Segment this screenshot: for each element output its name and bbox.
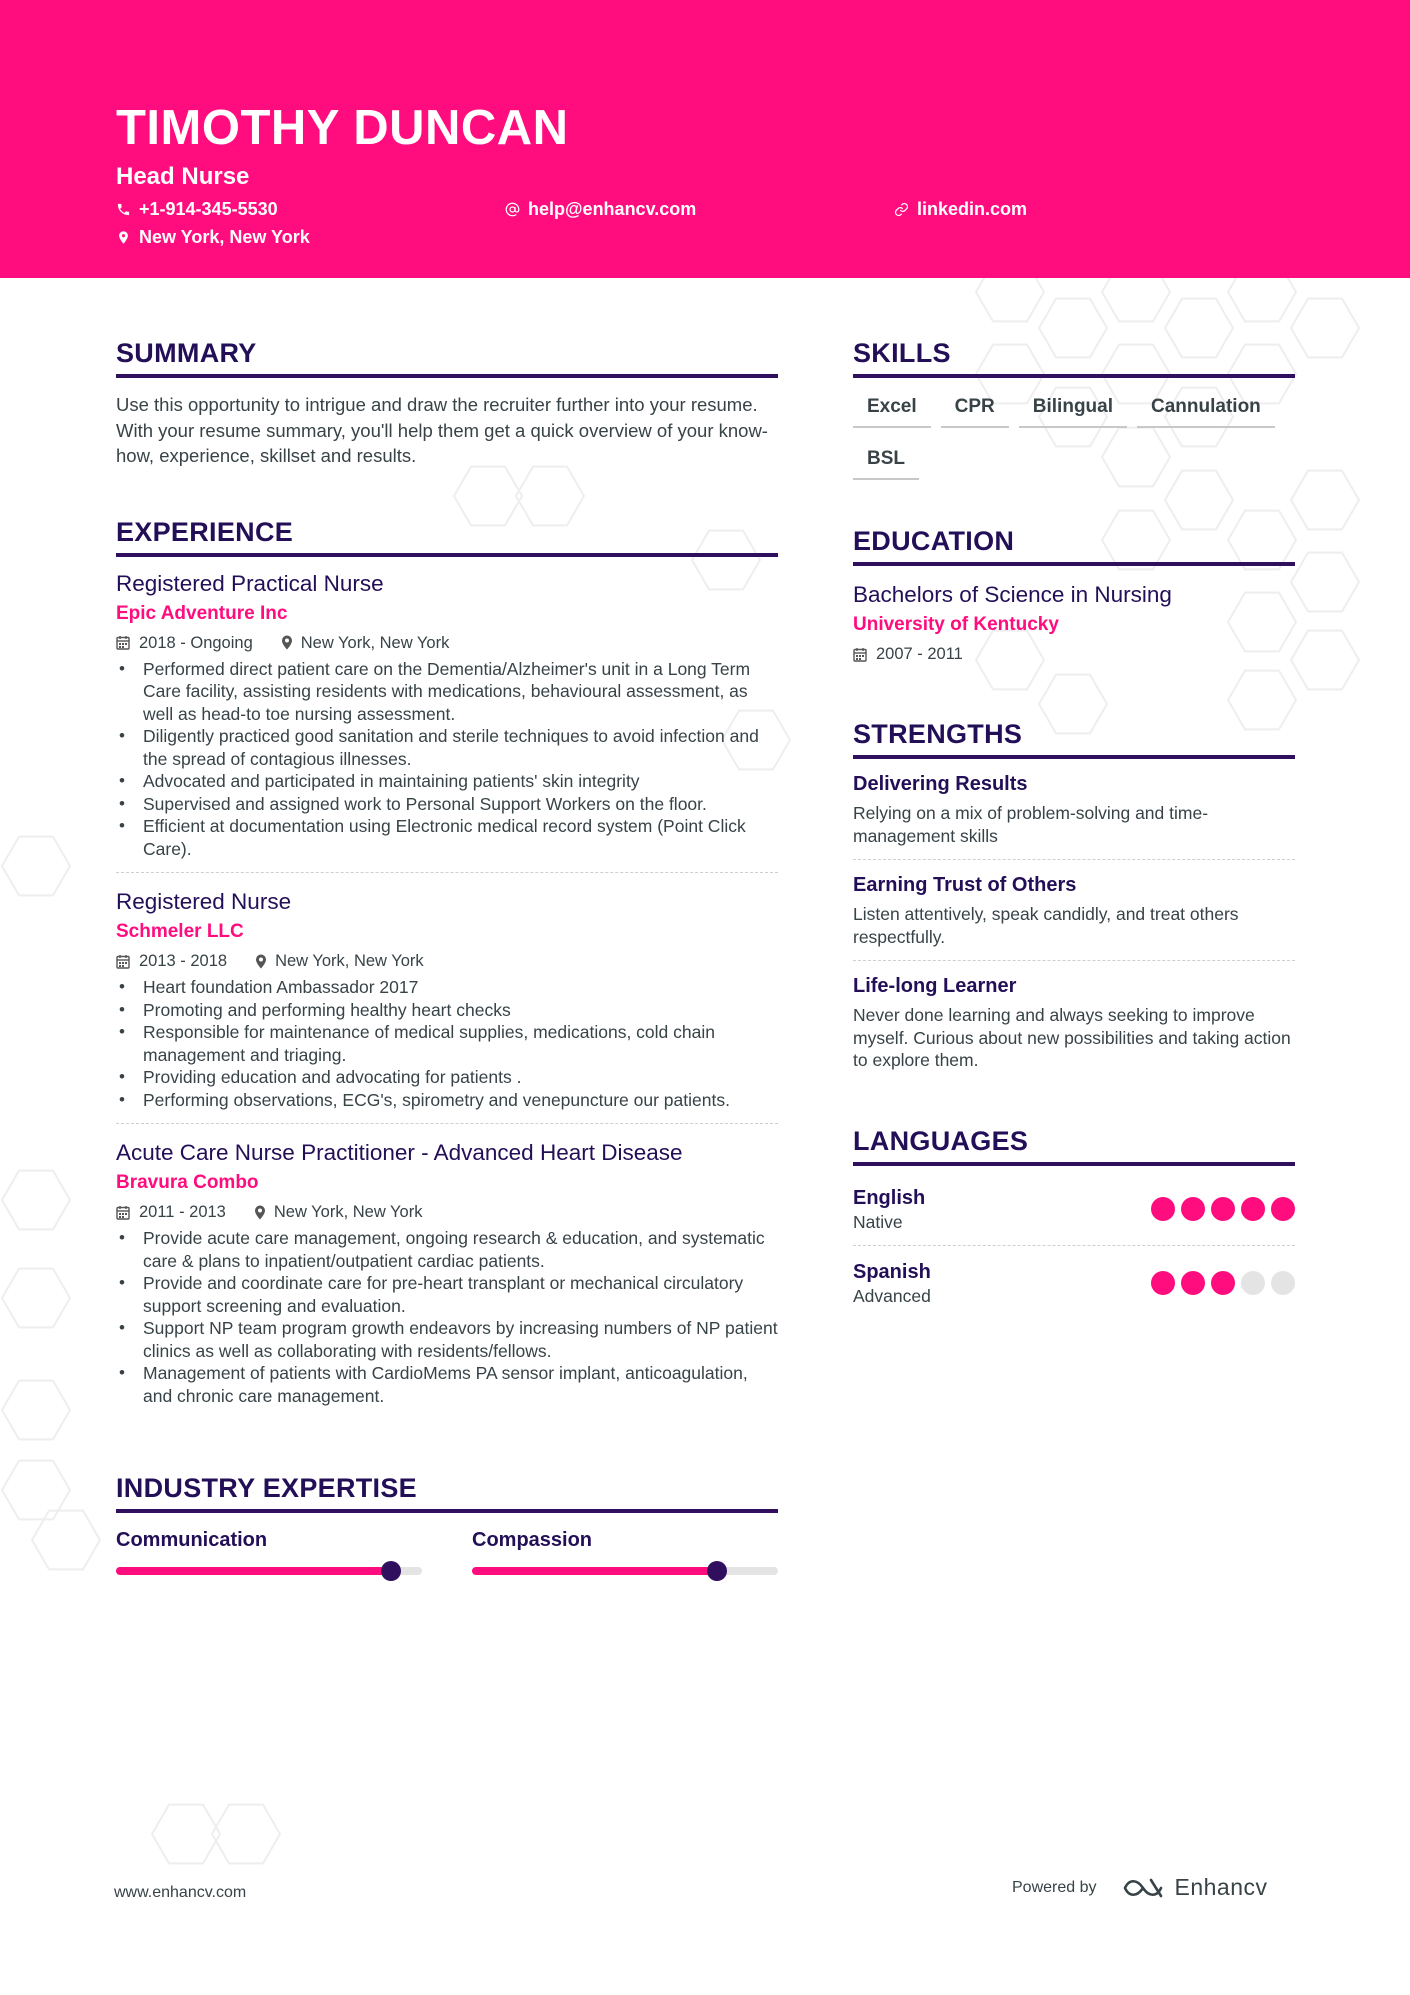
expertise-level-bar	[116, 1567, 422, 1575]
language-item	[853, 1172, 1295, 1245]
background-hexagon	[2, 1269, 70, 1328]
background-hexagon	[1291, 471, 1359, 530]
calendar-icon	[853, 647, 867, 662]
skill-tag: CPR	[941, 390, 1009, 428]
job-title: Registered Practical Nurse	[116, 570, 384, 596]
job-dates: 2018 - Ongoing	[139, 633, 253, 652]
language-proficiency-dots	[1145, 1197, 1295, 1221]
experience-item	[116, 872, 778, 1123]
education-dates-text: 2007 - 2011	[876, 645, 963, 663]
experience-bullet: • Heart foundation Ambassador 2017	[116, 976, 778, 999]
background-hexagon	[1291, 299, 1359, 358]
location-pin-icon	[255, 954, 267, 969]
company-name: Epic Adventure Inc	[116, 602, 288, 624]
summary-section	[116, 336, 778, 469]
email-contact[interactable]	[505, 197, 696, 221]
summary-text: Use this opportunity to intrigue and draw the recruiter further into your resume. With your resume summary, you'll help them get a quick overview of your know-how, experience, skillset and results.	[116, 394, 768, 466]
job-title: Registered Nurse	[116, 889, 292, 914]
powered-by-label: Powered by	[1012, 1878, 1097, 1896]
location-pin-icon	[254, 1205, 266, 1220]
experience-bullet: • Provide acute care management, ongoing research & education, and systematic care & plans to inpatient/outpatient cardiac patients.	[116, 1227, 778, 1272]
strengths-section	[853, 717, 1295, 1084]
job-location	[255, 950, 424, 972]
expertise-level-bar	[472, 1567, 778, 1575]
experience-list	[116, 569, 778, 1420]
background-hexagon	[1291, 631, 1359, 690]
education-heading: EDUCATION	[853, 524, 1295, 566]
background-hexagon	[1291, 553, 1359, 612]
experience-bullet: • Efficient at documentation using Electronic medical record system (Point Click Care).	[116, 815, 778, 860]
education-dates	[853, 643, 1295, 665]
language-info	[853, 1260, 931, 1307]
job-meta	[116, 1201, 778, 1223]
experience-heading: EXPERIENCE	[116, 515, 778, 557]
job-location	[254, 1201, 423, 1223]
proficiency-dot	[1271, 1271, 1295, 1295]
background-hexagon	[2, 837, 70, 896]
job-meta	[116, 950, 778, 972]
company-name: Bravura Combo	[116, 1172, 259, 1193]
experience-bullet: • Management of patients with CardioMems PA sensor implant, anticoagulation, and chronic care management.	[116, 1362, 778, 1407]
background-hexagon	[32, 1511, 100, 1570]
job-location-text: New York, New York	[300, 633, 450, 652]
location-pin-icon	[281, 635, 293, 650]
language-info	[853, 1186, 925, 1233]
education-school: University of Kentucky	[853, 614, 1059, 635]
resume-header	[0, 0, 1410, 278]
proficiency-dot	[1211, 1197, 1235, 1221]
education-section	[853, 524, 1295, 665]
industry-expertise-list	[116, 1527, 778, 1575]
experience-bullet: • Support NP team program growth endeavors by increasing numbers of NP patient clinics as well as collaborating with residents/fellows.	[116, 1317, 778, 1362]
proficiency-dot	[1211, 1271, 1235, 1295]
location-pin-icon	[116, 230, 131, 245]
experience-bullet: • Responsible for maintenance of medical supplies, medications, cold chain management and triaging.	[116, 1021, 778, 1066]
left-column	[116, 336, 778, 1575]
language-name: Spanish	[853, 1260, 931, 1283]
languages-list	[853, 1172, 1295, 1319]
job-location-text: New York, New York	[275, 952, 424, 970]
background-hexagon	[152, 1805, 220, 1864]
experience-bullets	[116, 658, 778, 861]
candidate-name: TIMOTHY DUNCAN	[116, 101, 569, 155]
experience-bullet: • Performing observations, ECG's, spirometry and venepuncture our patients.	[116, 1089, 778, 1112]
strength-title: Life-long Learner	[853, 975, 1017, 997]
industry-expertise-label: Communication	[116, 1529, 268, 1551]
background-hexagon	[2, 1461, 70, 1520]
right-column	[853, 336, 1295, 1319]
strength-title: Delivering Results	[853, 773, 1028, 795]
location-text: New York, New York	[139, 227, 310, 247]
industry-expertise-section	[116, 1471, 778, 1575]
phone-text: +1-914-345-5530	[139, 199, 278, 219]
language-level: Native	[853, 1211, 903, 1232]
experience-bullet: • Performed direct patient care on the Dementia/Alzheimer's unit in a Long Term Care facility, assisting residents with medications, behavioural assessment, as well as head-to toe nursing assessment.	[116, 658, 778, 726]
summary-heading: SUMMARY	[116, 336, 778, 378]
footer-website[interactable]: www.enhancv.com	[114, 1884, 247, 1901]
expertise-level-fill	[472, 1567, 717, 1575]
experience-bullet: • Supervised and assigned work to Personal Support Workers on the floor.	[116, 793, 778, 816]
experience-bullet: • Providing education and advocating for patients .	[116, 1066, 778, 1089]
calendar-icon	[116, 954, 130, 969]
job-location-text: New York, New York	[273, 1203, 423, 1221]
job-title: Acute Care Nurse Practitioner - Advanced Heart Disease	[116, 1140, 683, 1165]
strength-description: Never done learning and always seeking to improve myself. Curious about new possibilities and taking action to explore them.	[853, 1005, 1291, 1070]
job-meta	[116, 632, 778, 654]
strengths-heading: STRENGTHS	[853, 717, 1295, 759]
company-name: Schmeler LLC	[116, 921, 244, 942]
email-text: help@enhancv.com	[528, 199, 697, 219]
phone-contact[interactable]	[116, 197, 278, 221]
at-icon	[505, 202, 520, 217]
job-dates: 2013 - 2018	[139, 952, 228, 970]
job-location	[281, 632, 450, 654]
industry-expertise-heading: INDUSTRY EXPERTISE	[116, 1471, 778, 1513]
proficiency-dot	[1181, 1271, 1205, 1295]
language-level: Advanced	[853, 1285, 931, 1306]
experience-item	[116, 569, 778, 873]
strength-title: Earning Trust of Others	[853, 874, 1077, 896]
link-icon	[894, 202, 909, 217]
language-item	[853, 1245, 1295, 1319]
strengths-list	[853, 759, 1295, 1084]
proficiency-dot	[1151, 1197, 1175, 1221]
proficiency-dot	[1241, 1197, 1265, 1221]
experience-item	[116, 1123, 778, 1419]
experience-bullet: • Advocated and participated in maintaining patients' skin integrity	[116, 770, 778, 793]
expertise-level-knob	[707, 1561, 727, 1581]
education-degree: Bachelors of Science in Nursing	[853, 582, 1172, 607]
experience-bullets	[116, 976, 778, 1111]
background-hexagon	[212, 1805, 280, 1864]
enhancv-brand-name: Enhancv	[1174, 1874, 1268, 1900]
enhancv-logo-icon	[1121, 1875, 1167, 1901]
experience-bullet: • Promoting and performing healthy heart checks	[116, 999, 778, 1022]
skill-tag: Bilingual	[1019, 390, 1127, 428]
languages-section	[853, 1124, 1295, 1319]
job-dates: 2011 - 2013	[139, 1203, 226, 1221]
strength-description: Listen attentively, speak candidly, and treat others respectfully.	[853, 904, 1239, 947]
skills-heading: SKILLS	[853, 336, 1295, 378]
location-contact	[116, 225, 310, 249]
skills-list	[853, 390, 1295, 494]
language-proficiency-dots	[1145, 1271, 1295, 1295]
industry-expertise-item	[116, 1527, 422, 1575]
experience-section	[116, 515, 778, 1420]
industry-expertise-item	[472, 1527, 778, 1575]
skill-tag: Excel	[853, 390, 931, 428]
link-contact[interactable]	[894, 197, 1027, 221]
background-hexagon	[2, 1381, 70, 1440]
footer-branding[interactable]	[1012, 1874, 1268, 1901]
proficiency-dot	[1151, 1271, 1175, 1295]
skill-tag: Cannulation	[1137, 390, 1275, 428]
industry-expertise-label: Compassion	[472, 1529, 593, 1551]
proficiency-dot	[1181, 1197, 1205, 1221]
skills-section	[853, 336, 1295, 494]
experience-bullets	[116, 1227, 778, 1407]
phone-icon	[116, 202, 131, 217]
strength-item	[853, 859, 1295, 960]
calendar-icon	[116, 1205, 130, 1220]
link-text: linkedin.com	[917, 199, 1028, 219]
skill-tag: BSL	[853, 442, 919, 480]
proficiency-dot	[1271, 1197, 1295, 1221]
strength-item	[853, 759, 1295, 859]
languages-heading: LANGUAGES	[853, 1124, 1295, 1166]
strength-item	[853, 960, 1295, 1084]
background-hexagon	[2, 1171, 70, 1230]
experience-bullet: • Provide and coordinate care for pre-heart transplant or mechanical circulatory support screening and evaluation.	[116, 1272, 778, 1317]
expertise-level-knob	[381, 1561, 401, 1581]
language-name: English	[853, 1186, 926, 1209]
calendar-icon	[116, 635, 130, 650]
proficiency-dot	[1241, 1271, 1265, 1295]
expertise-level-fill	[116, 1567, 391, 1575]
candidate-title: Head Nurse	[116, 163, 250, 190]
experience-bullet: • Diligently practiced good sanitation and sterile techniques to avoid infection and the spread of contagious illnesses.	[116, 725, 778, 770]
strength-description: Relying on a mix of problem-solving and time-management skills	[853, 803, 1209, 846]
